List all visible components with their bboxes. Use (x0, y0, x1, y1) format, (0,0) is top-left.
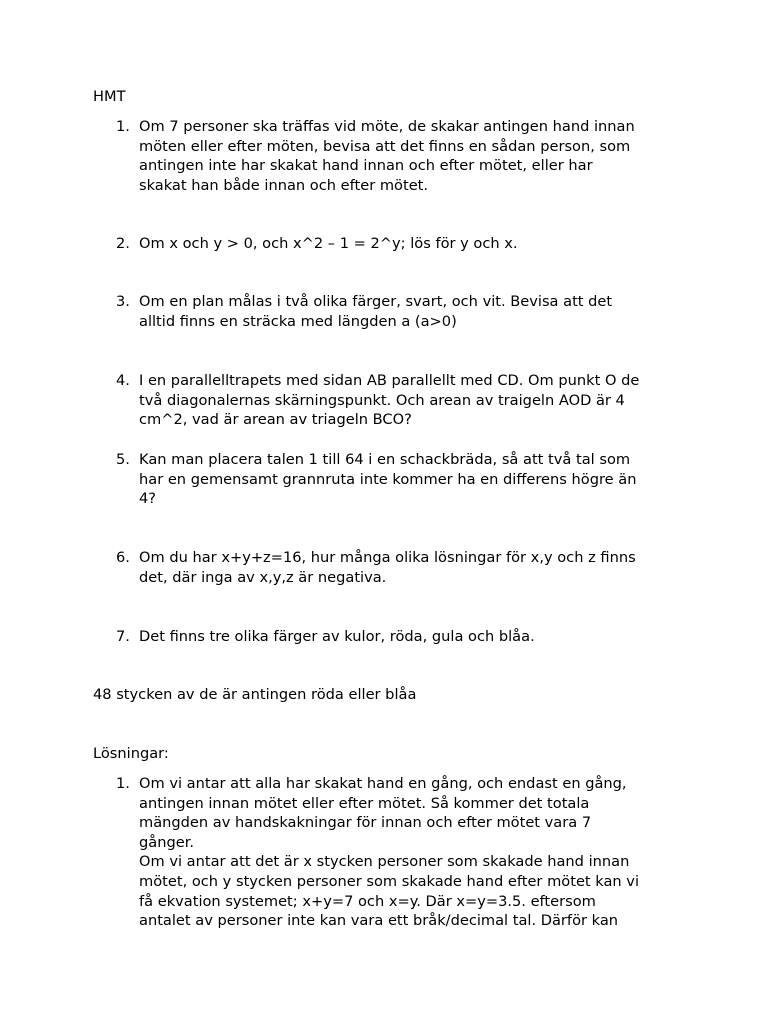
text-line: cm^2, vad är arean av triageln BCO? (139, 411, 412, 429)
problem-number: 6. (116, 549, 130, 566)
problem-text (139, 234, 518, 254)
text-line: 4? (139, 490, 157, 508)
problem-text (139, 627, 535, 647)
solutions-heading: Lösningar: (93, 745, 169, 762)
solution-number: 1. (116, 775, 130, 792)
text-line: gånger. (139, 833, 194, 851)
problem-number: 1. (116, 118, 130, 135)
problem-text (139, 117, 635, 195)
problem-number: 3. (116, 293, 130, 310)
text-line: Kan man placera talen 1 till 64 i en schackbräda, så att två tal som (139, 451, 631, 468)
text-line: antingen inte har skakat hand innan och efter mötet, eller har (139, 157, 593, 175)
text-line: alltid finns en sträcka med längden a (a>0) (139, 312, 457, 330)
solution-text (139, 774, 639, 931)
problem-text (139, 292, 612, 331)
document-heading: HMT (93, 88, 126, 105)
text-line: det, där inga av x,y,z är negativa. (139, 568, 387, 586)
text-line: har en gemensamt grannruta inte kommer ha en differens högre än (139, 470, 637, 488)
text-line: två diagonalernas skärningspunkt. Och arean av traigeln AOD är 4 (139, 391, 625, 409)
text-line: få ekvation systemet; x+y=7 och x=y. Där x=y=3.5. eftersom (139, 892, 596, 910)
problem-text (139, 548, 636, 587)
problem-text (139, 450, 636, 509)
text-line: Om vi antar att det är x stycken personer som skakade hand innan (139, 853, 630, 871)
text-line: mängden av handskakningar för innan och efter mötet vara 7 (139, 814, 592, 832)
text-line: Om vi antar att alla har skakat hand en gång, och endast en gång, (139, 775, 627, 792)
text-line: Om en plan målas i två olika färger, svart, och vit. Bevisa att det (139, 293, 613, 310)
problem-number: 5. (116, 451, 130, 468)
text-line: skakat han både innan och efter mötet. (139, 176, 429, 194)
text-line: I en parallelltrapets med sidan AB parallellt med CD. Om punkt O de (139, 372, 640, 389)
problem-number: 2. (116, 235, 130, 252)
problem-number: 7. (116, 628, 130, 645)
text-line: Om x och y > 0, och x^2 – 1 = 2^y; lös för y och x. (139, 235, 518, 252)
text-line: antingen innan mötet eller efter mötet. Så kommer det totala (139, 794, 590, 812)
text-line: antalet av personer inte kan vara ett bråk/decimal tal. Därför kan (139, 912, 619, 930)
text-line: möten eller efter möten, bevisa att det finns en sådan person, som (139, 137, 631, 155)
text-line: Det finns tre olika färger av kulor, röda, gula och blåa. (139, 628, 535, 645)
problem-text (139, 371, 639, 430)
text-line: Om 7 personer ska träffas vid möte, de skakar antingen hand innan (139, 118, 635, 135)
text-line: Om du har x+y+z=16, hur många olika lösningar för x,y och z finns (139, 549, 636, 566)
followup-text: 48 stycken av de är antingen röda eller blåa (93, 686, 417, 703)
problem-number: 4. (116, 372, 130, 389)
text-line: mötet, och y stycken personer som skakade hand efter mötet kan vi (139, 872, 639, 890)
